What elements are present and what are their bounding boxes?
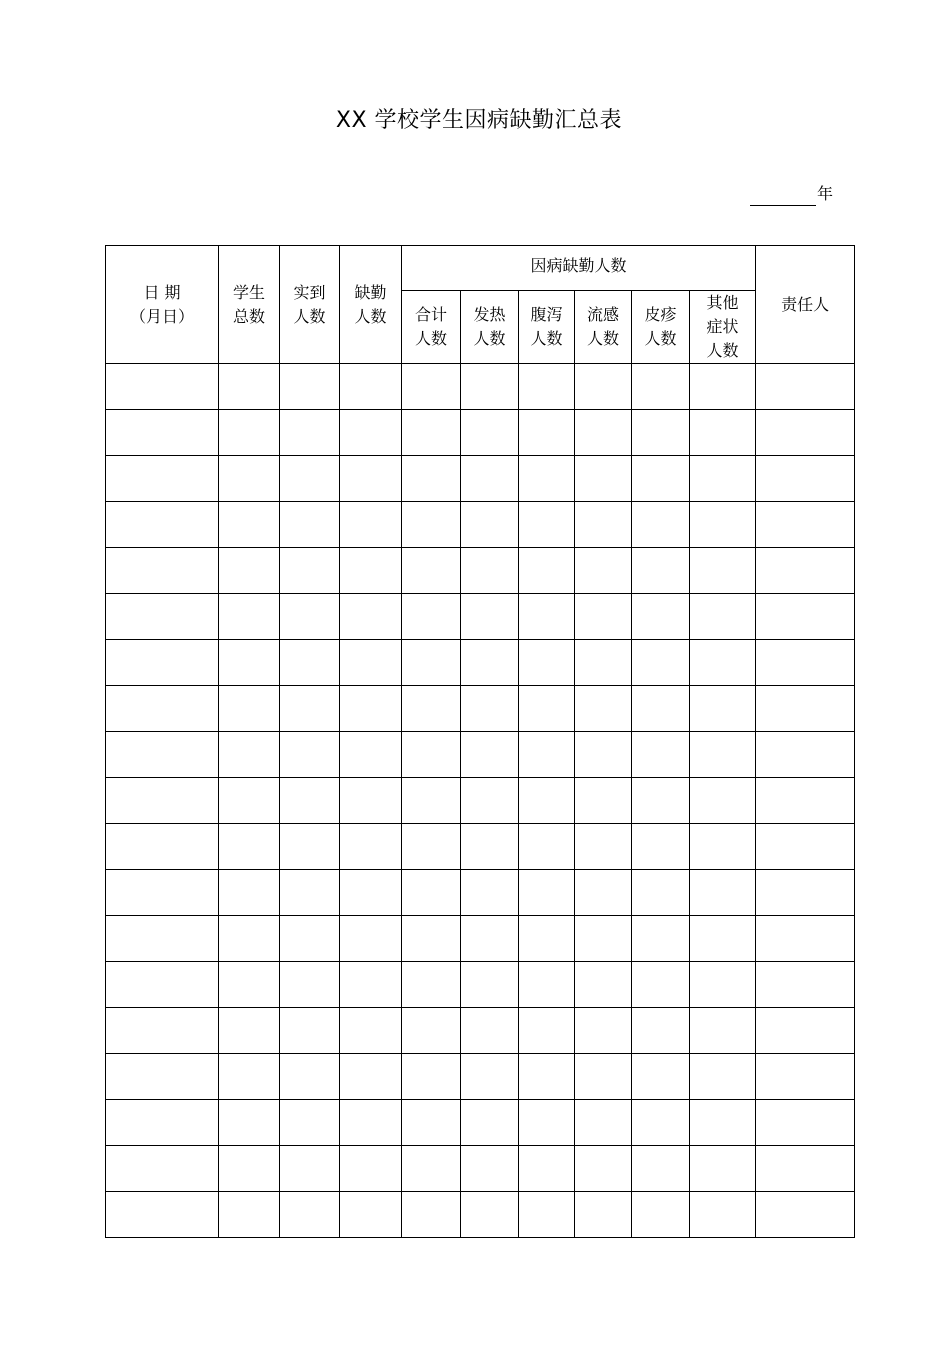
table-cell[interactable] xyxy=(756,1192,855,1238)
table-cell[interactable] xyxy=(106,732,219,778)
table-cell[interactable] xyxy=(106,1192,219,1238)
table-cell[interactable] xyxy=(756,870,855,916)
table-cell[interactable] xyxy=(756,548,855,594)
table-cell[interactable] xyxy=(690,502,756,548)
table-cell[interactable] xyxy=(632,594,690,640)
table-cell[interactable] xyxy=(340,824,402,870)
table-row xyxy=(106,870,855,916)
table-cell[interactable] xyxy=(632,962,690,1008)
table-cell[interactable] xyxy=(219,456,280,502)
table-cell[interactable] xyxy=(219,686,280,732)
header-fever: 发热 人数 xyxy=(461,291,519,364)
table-cell[interactable] xyxy=(402,870,461,916)
table-cell[interactable] xyxy=(340,640,402,686)
table-cell[interactable] xyxy=(219,732,280,778)
table-cell[interactable] xyxy=(106,1100,219,1146)
table-row xyxy=(106,502,855,548)
table-row xyxy=(106,962,855,1008)
table-cell[interactable] xyxy=(219,1054,280,1100)
table-cell[interactable] xyxy=(575,1100,632,1146)
table-cell[interactable] xyxy=(280,1100,340,1146)
table-cell[interactable] xyxy=(402,456,461,502)
table-cell[interactable] xyxy=(632,410,690,456)
table-cell[interactable] xyxy=(632,456,690,502)
table-cell[interactable] xyxy=(280,1146,340,1192)
year-field xyxy=(750,182,833,206)
table-cell[interactable] xyxy=(461,456,519,502)
table-cell[interactable] xyxy=(340,410,402,456)
table-cell[interactable] xyxy=(690,870,756,916)
header-total-students: 学生 总数 xyxy=(219,246,280,364)
table-cell[interactable] xyxy=(402,594,461,640)
table-cell[interactable] xyxy=(219,1146,280,1192)
table-cell[interactable] xyxy=(519,1192,575,1238)
table-cell[interactable] xyxy=(690,364,756,410)
table-cell[interactable] xyxy=(106,1054,219,1100)
table-cell[interactable] xyxy=(632,870,690,916)
table-cell[interactable] xyxy=(402,640,461,686)
table-cell[interactable] xyxy=(690,594,756,640)
table-cell[interactable] xyxy=(632,916,690,962)
table-cell[interactable] xyxy=(690,1192,756,1238)
table-cell[interactable] xyxy=(461,594,519,640)
table-cell[interactable] xyxy=(461,1146,519,1192)
table-cell[interactable] xyxy=(280,870,340,916)
table-row xyxy=(106,456,855,502)
table-cell[interactable] xyxy=(461,1100,519,1146)
table-cell[interactable] xyxy=(340,1146,402,1192)
table-cell[interactable] xyxy=(340,1008,402,1054)
document-title: XX 学校学生因病缺勤汇总表 xyxy=(335,108,623,133)
table-cell[interactable] xyxy=(219,594,280,640)
table-cell[interactable] xyxy=(219,410,280,456)
table-cell[interactable] xyxy=(575,686,632,732)
table-cell[interactable] xyxy=(632,732,690,778)
table-cell[interactable] xyxy=(575,824,632,870)
table-cell[interactable] xyxy=(106,916,219,962)
table-cell[interactable] xyxy=(219,824,280,870)
table-cell[interactable] xyxy=(461,870,519,916)
header-date: 日 期 （月日） xyxy=(106,246,219,364)
table-cell[interactable] xyxy=(219,548,280,594)
table-cell[interactable] xyxy=(106,364,219,410)
table-cell[interactable] xyxy=(690,1146,756,1192)
table-cell[interactable] xyxy=(519,916,575,962)
table-row xyxy=(106,824,855,870)
table-cell[interactable] xyxy=(340,962,402,1008)
header-present: 实到 人数 xyxy=(280,246,340,364)
table-cell[interactable] xyxy=(280,456,340,502)
table-row xyxy=(106,548,855,594)
table-cell[interactable] xyxy=(280,640,340,686)
table-cell[interactable] xyxy=(756,1008,855,1054)
table-cell[interactable] xyxy=(575,1054,632,1100)
table-row xyxy=(106,640,855,686)
table-cell[interactable] xyxy=(690,410,756,456)
table-cell[interactable] xyxy=(575,732,632,778)
table-cell[interactable] xyxy=(106,778,219,824)
table-cell[interactable] xyxy=(519,1008,575,1054)
table-cell[interactable] xyxy=(106,456,219,502)
table-cell[interactable] xyxy=(519,1054,575,1100)
table-cell[interactable] xyxy=(280,962,340,1008)
table-cell[interactable] xyxy=(219,962,280,1008)
table-cell[interactable] xyxy=(519,502,575,548)
table-cell[interactable] xyxy=(402,962,461,1008)
table-cell[interactable] xyxy=(690,640,756,686)
table-cell[interactable] xyxy=(461,732,519,778)
table-cell[interactable] xyxy=(519,640,575,686)
table-cell[interactable] xyxy=(280,732,340,778)
header-diarrhea: 腹泻 人数 xyxy=(519,291,575,364)
table-cell[interactable] xyxy=(340,364,402,410)
table-cell[interactable] xyxy=(402,732,461,778)
table-cell[interactable] xyxy=(461,1054,519,1100)
sick-absence-summary-table xyxy=(105,245,855,1238)
header-sick-group: 因病缺勤人数 xyxy=(402,246,756,291)
table-cell[interactable] xyxy=(280,916,340,962)
table-cell[interactable] xyxy=(632,686,690,732)
table-cell[interactable] xyxy=(756,1054,855,1100)
table-cell[interactable] xyxy=(461,778,519,824)
table-cell[interactable] xyxy=(402,778,461,824)
table-cell[interactable] xyxy=(280,502,340,548)
table-cell[interactable] xyxy=(461,502,519,548)
table-cell[interactable] xyxy=(461,410,519,456)
table-cell[interactable] xyxy=(519,870,575,916)
table-cell[interactable] xyxy=(519,778,575,824)
table-cell[interactable] xyxy=(106,410,219,456)
table-cell[interactable] xyxy=(519,594,575,640)
table-cell[interactable] xyxy=(690,1100,756,1146)
table-cell[interactable] xyxy=(632,364,690,410)
table-cell[interactable] xyxy=(340,502,402,548)
table-cell[interactable] xyxy=(340,778,402,824)
table-cell[interactable] xyxy=(632,502,690,548)
table-body xyxy=(106,364,855,1238)
table-cell[interactable] xyxy=(219,916,280,962)
table-cell[interactable] xyxy=(106,594,219,640)
table-cell[interactable] xyxy=(756,1100,855,1146)
table-cell[interactable] xyxy=(519,962,575,1008)
table-cell[interactable] xyxy=(575,594,632,640)
table-cell[interactable] xyxy=(402,1100,461,1146)
table-cell[interactable] xyxy=(575,548,632,594)
table-cell[interactable] xyxy=(575,916,632,962)
table-row xyxy=(106,686,855,732)
table-cell[interactable] xyxy=(461,364,519,410)
header-absent: 缺勤 人数 xyxy=(340,246,402,364)
table-cell[interactable] xyxy=(575,1192,632,1238)
table-cell[interactable] xyxy=(519,456,575,502)
table-cell[interactable] xyxy=(756,456,855,502)
table-cell[interactable] xyxy=(690,686,756,732)
table-cell[interactable] xyxy=(219,870,280,916)
table-cell[interactable] xyxy=(461,962,519,1008)
table-cell[interactable] xyxy=(690,456,756,502)
table-cell[interactable] xyxy=(340,870,402,916)
table-cell[interactable] xyxy=(519,1146,575,1192)
table-cell[interactable] xyxy=(106,686,219,732)
table-cell[interactable] xyxy=(402,824,461,870)
table-cell[interactable] xyxy=(575,410,632,456)
table-cell[interactable] xyxy=(340,686,402,732)
table-cell[interactable] xyxy=(280,778,340,824)
table-cell[interactable] xyxy=(219,1008,280,1054)
table-cell[interactable] xyxy=(402,548,461,594)
table-cell[interactable] xyxy=(340,548,402,594)
table-cell[interactable] xyxy=(219,364,280,410)
table-cell[interactable] xyxy=(756,364,855,410)
table-cell[interactable] xyxy=(461,1192,519,1238)
table-cell[interactable] xyxy=(690,1054,756,1100)
table-cell[interactable] xyxy=(632,1192,690,1238)
table-cell[interactable] xyxy=(219,502,280,548)
table-cell[interactable] xyxy=(106,870,219,916)
table-cell[interactable] xyxy=(632,1100,690,1146)
table-cell[interactable] xyxy=(106,962,219,1008)
table-cell[interactable] xyxy=(402,364,461,410)
table-cell[interactable] xyxy=(690,732,756,778)
table-cell[interactable] xyxy=(632,824,690,870)
table-cell[interactable] xyxy=(575,456,632,502)
table-cell[interactable] xyxy=(575,640,632,686)
table-cell[interactable] xyxy=(340,1100,402,1146)
header-responsible: 责任人 xyxy=(756,246,855,364)
table-cell[interactable] xyxy=(340,594,402,640)
table-cell[interactable] xyxy=(690,778,756,824)
table-cell[interactable] xyxy=(340,916,402,962)
table-cell[interactable] xyxy=(756,824,855,870)
table-cell[interactable] xyxy=(519,1100,575,1146)
header-sick-total: 合计 人数 xyxy=(402,291,461,364)
table-cell[interactable] xyxy=(690,916,756,962)
table-cell[interactable] xyxy=(575,502,632,548)
table-cell[interactable] xyxy=(280,594,340,640)
header-row-1 xyxy=(106,246,855,291)
header-other: 其他 症状 人数 xyxy=(690,291,756,364)
table-row xyxy=(106,1008,855,1054)
table-cell[interactable] xyxy=(756,410,855,456)
table-cell[interactable] xyxy=(575,1146,632,1192)
table-cell[interactable] xyxy=(219,1192,280,1238)
table-cell[interactable] xyxy=(756,502,855,548)
table-cell[interactable] xyxy=(106,1146,219,1192)
table-row xyxy=(106,732,855,778)
table-cell[interactable] xyxy=(402,686,461,732)
table-cell[interactable] xyxy=(280,364,340,410)
table-row xyxy=(106,1192,855,1238)
table-cell[interactable] xyxy=(575,962,632,1008)
table-row xyxy=(106,1054,855,1100)
table-cell[interactable] xyxy=(280,1054,340,1100)
table-cell[interactable] xyxy=(340,1054,402,1100)
table-cell[interactable] xyxy=(575,870,632,916)
table-cell[interactable] xyxy=(402,1008,461,1054)
table-cell[interactable] xyxy=(280,548,340,594)
table-cell[interactable] xyxy=(106,502,219,548)
table-cell[interactable] xyxy=(575,364,632,410)
table-cell[interactable] xyxy=(519,548,575,594)
table-cell[interactable] xyxy=(106,1008,219,1054)
table-cell[interactable] xyxy=(632,1054,690,1100)
table-cell[interactable] xyxy=(340,456,402,502)
table-cell[interactable] xyxy=(756,594,855,640)
table-cell[interactable] xyxy=(402,1146,461,1192)
year-label: 年 xyxy=(817,184,834,203)
table-row xyxy=(106,594,855,640)
table-cell[interactable] xyxy=(280,686,340,732)
table-cell[interactable] xyxy=(280,1008,340,1054)
table-cell[interactable] xyxy=(632,778,690,824)
header-rash: 皮疹 人数 xyxy=(632,291,690,364)
table-cell[interactable] xyxy=(280,824,340,870)
table-cell[interactable] xyxy=(461,686,519,732)
table-cell[interactable] xyxy=(461,640,519,686)
table-row xyxy=(106,364,855,410)
header-flu: 流感 人数 xyxy=(575,291,632,364)
table-row xyxy=(106,1146,855,1192)
table-cell[interactable] xyxy=(756,916,855,962)
table-cell[interactable] xyxy=(219,1100,280,1146)
table-cell[interactable] xyxy=(756,686,855,732)
table-cell[interactable] xyxy=(402,410,461,456)
table-cell[interactable] xyxy=(219,640,280,686)
table-row xyxy=(106,916,855,962)
table-cell[interactable] xyxy=(519,732,575,778)
table-row xyxy=(106,778,855,824)
table-cell[interactable] xyxy=(402,502,461,548)
table-cell[interactable] xyxy=(690,962,756,1008)
table-cell[interactable] xyxy=(756,962,855,1008)
table-cell[interactable] xyxy=(106,548,219,594)
table-cell[interactable] xyxy=(461,916,519,962)
year-blank-line[interactable] xyxy=(750,186,816,206)
table-cell[interactable] xyxy=(519,824,575,870)
table-cell[interactable] xyxy=(402,916,461,962)
table-cell[interactable] xyxy=(340,732,402,778)
table-cell[interactable] xyxy=(756,732,855,778)
table-cell[interactable] xyxy=(690,824,756,870)
table-cell[interactable] xyxy=(690,548,756,594)
table-cell[interactable] xyxy=(402,1192,461,1238)
table-cell[interactable] xyxy=(632,548,690,594)
table-cell[interactable] xyxy=(632,1146,690,1192)
table-cell[interactable] xyxy=(461,824,519,870)
table-cell[interactable] xyxy=(461,548,519,594)
table-cell[interactable] xyxy=(690,1008,756,1054)
table-cell[interactable] xyxy=(106,824,219,870)
table-row xyxy=(106,410,855,456)
table-cell[interactable] xyxy=(280,1192,340,1238)
table-row xyxy=(106,1100,855,1146)
table-cell[interactable] xyxy=(519,686,575,732)
table-cell[interactable] xyxy=(575,778,632,824)
table-cell[interactable] xyxy=(280,410,340,456)
table-cell[interactable] xyxy=(632,640,690,686)
table-cell[interactable] xyxy=(461,1008,519,1054)
table-cell[interactable] xyxy=(519,364,575,410)
table-cell[interactable] xyxy=(756,640,855,686)
table-cell[interactable] xyxy=(632,1008,690,1054)
table-cell[interactable] xyxy=(756,778,855,824)
table-cell[interactable] xyxy=(756,1146,855,1192)
table-cell[interactable] xyxy=(340,1192,402,1238)
table-cell[interactable] xyxy=(219,778,280,824)
table-cell[interactable] xyxy=(575,1008,632,1054)
table-cell[interactable] xyxy=(519,410,575,456)
table-cell[interactable] xyxy=(106,640,219,686)
table-cell[interactable] xyxy=(402,1054,461,1100)
